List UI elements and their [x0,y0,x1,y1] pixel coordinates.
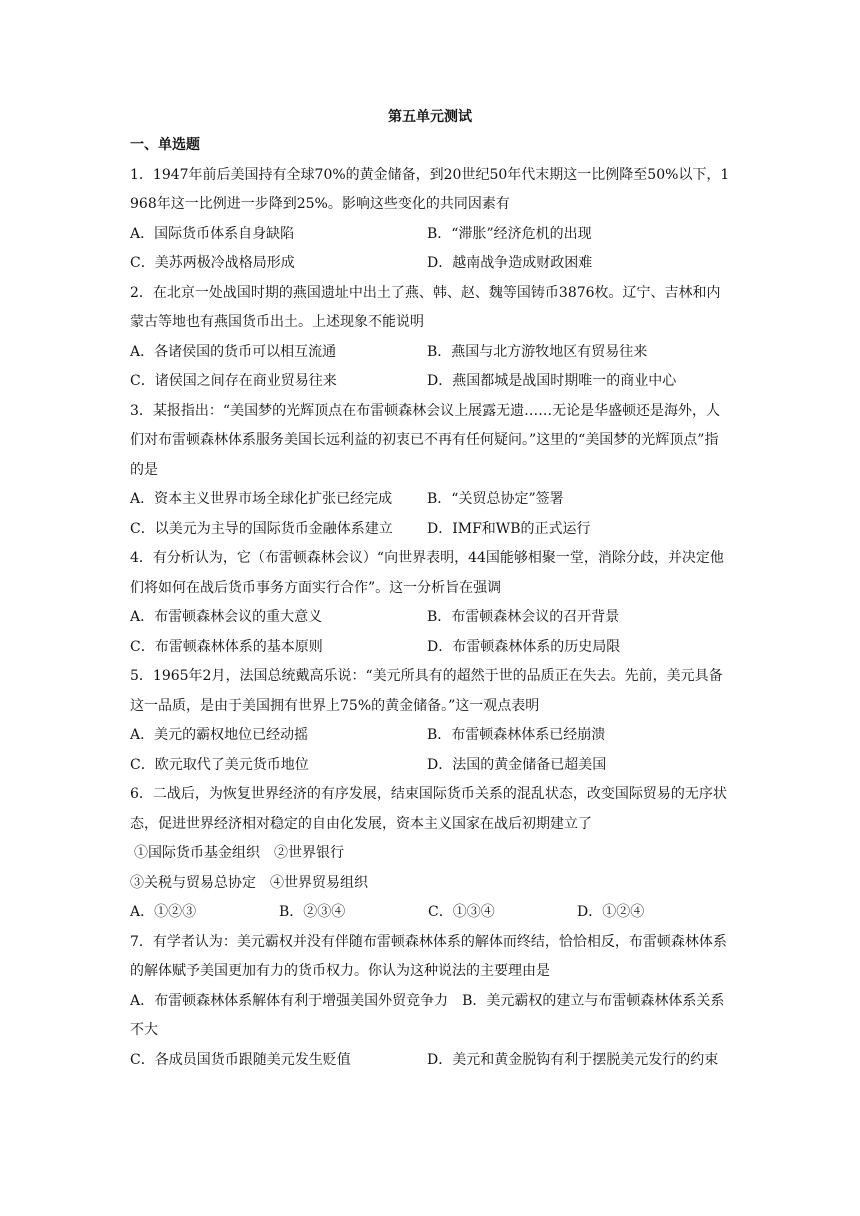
page-title: 第五单元测试 [388,109,472,125]
option: D．法国的黄金储备已超美国 [427,756,607,773]
option: A．资本主义世界市场全球化扩张已经完成 [130,491,393,507]
option: A．①②③ [130,904,197,920]
option: C．布雷顿森林体系的基本原则 [130,638,323,655]
numbered-item-line: ①国际货币基金组织 ②世界银行 [134,845,344,861]
option: A．美元的霸权地位已经动摇 [130,727,309,743]
option: A．布雷顿森林体系解体有利于增强美国外贸竞争力 [130,992,449,1009]
option: C．欧元取代了美元货币地位 [130,756,309,773]
options-row [130,1046,730,1076]
option: D．燕国都城是战国时期唯一的商业中心 [427,373,677,389]
section-heading: 一、单选题 [130,137,200,153]
option: B．布雷顿森林会议的召开背景 [427,609,620,625]
question-stem: 2．在北京一处战国时期的燕国遗址中出土了燕、韩、赵、魏等国铸币3876枚。辽宁、吉林和内蒙古等地也有燕国货币出土。上述现象不能说明 [130,284,721,330]
option: B．布雷顿森林体系已经崩溃 [427,727,606,743]
option: A．布雷顿森林会议的重大意义 [130,609,323,625]
options-row [130,898,730,928]
options-row [130,220,730,250]
option: C．各成员国货币跟随美元发生贬值 [130,1051,351,1068]
option: B．燕国与北方游牧地区有贸易往来 [427,343,648,360]
option: B．美元霸权的建立与布雷顿森林体系关系不大 [130,992,725,1038]
options-row [130,515,730,545]
question-stem: 1．1947年前后美国持有全球70%的黄金储备，到20世纪50年代末期这一比例降至50%以下，1968年这一比例进一步降到25%。影响这些变化的共同因素有 [130,166,730,212]
option: D．布雷顿森林体系的历史局限 [427,638,621,655]
options-row [130,721,730,751]
option: A．国际货币体系自身缺陷 [130,225,295,242]
question-stem: 4．有分析认为，它（布雷顿森林会议）“向世界表明，44国能够相聚一堂，消除分歧，并决定他们将如何在战后货币事务方面实行合作”。这一分析旨在强调 [130,550,724,596]
option: C．①③④ [428,904,495,920]
question-stem: 6．二战后，为恢复世界经济的有序发展，结束国际货币关系的混乱状态，改变国际贸易的无序状态，促进世界经济相对稳定的自由化发展，资本主义国家在战后初期建立了 [130,786,727,832]
exam-page [130,104,730,1075]
options-row [130,751,730,781]
option: C．诸侯国之间存在商业贸易往来 [130,373,337,389]
options-row [130,367,730,397]
numbered-item-line: ③关税与贸易总协定 ④世界贸易组织 [130,874,368,891]
option: C．美苏两极冷战格局形成 [130,255,295,271]
options-row [130,603,730,633]
question-stem: 5．1965年2月，法国总统戴高乐说：“美元所具有的超然于世的品质正在失去。先前，美元具备这一品质，是由于美国拥有世界上75%的黄金储备。”这一观点表明 [130,668,723,714]
options-row [130,338,730,368]
question-stem: 3．某报指出：“美国梦的光辉顶点在布雷顿森林会议上展露无遗……无论是华盛顿还是海外，人们对布雷顿森林体系服务美国长远利益的初衷已不再有任何疑问。”这里的“美国梦的光辉顶点”指的是 [130,402,721,478]
option: D．IMF和WB的正式运行 [427,520,591,537]
options-line [130,987,730,1046]
options-row [130,249,730,279]
option: D．①②④ [577,904,645,920]
options-row [130,485,730,515]
option: B．“关贸总协定”签署 [427,491,564,507]
options-row [130,633,730,663]
option: A．各诸侯国的货币可以相互流通 [130,343,337,360]
option: D．越南战争造成财政困难 [427,255,593,271]
option: B．②③④ [279,904,346,920]
option: D．美元和黄金脱钩有利于摆脱美元发行的约束 [427,1051,719,1068]
option: B．“滞胀”经济危机的出现 [427,225,592,242]
option: C．以美元为主导的国际货币金融体系建立 [130,520,393,537]
question-stem: 7．有学者认为：美元霸权并没有伴随布雷顿森林体系的解体而终结，恰恰相反，布雷顿森林体系的解体赋予美国更加有力的货币权力。你认为这种说法的主要理由是 [130,933,727,979]
